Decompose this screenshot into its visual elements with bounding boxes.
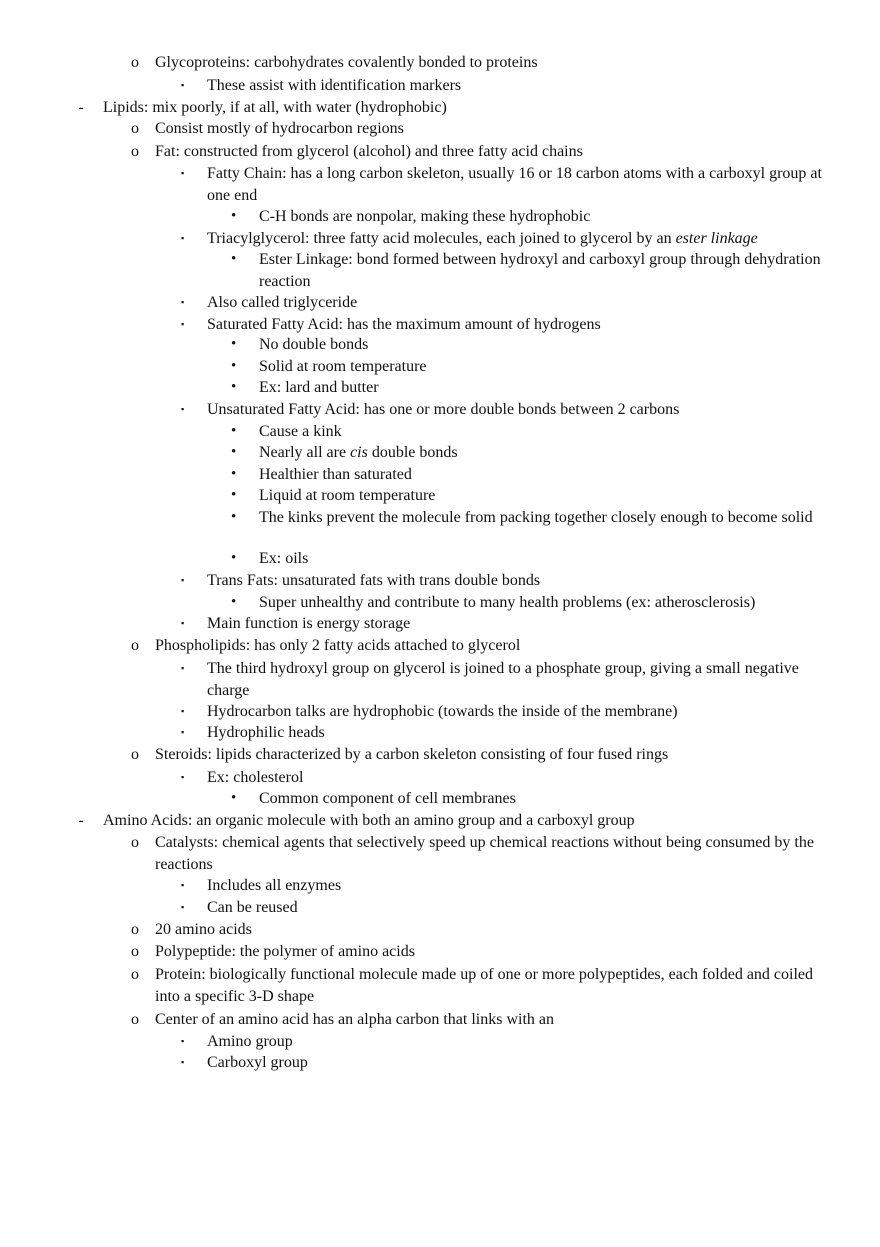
item-text: Liquid at room temperature	[259, 487, 436, 504]
item-text: Triacylglycerol: three fatty acid molecules, each joined to glycerol by an	[207, 230, 676, 247]
item-text: Ester Linkage: bond formed between hydroxyl and carboxyl group through dehydration reaction	[259, 251, 821, 290]
item-text: Includes all enzymes	[207, 877, 342, 894]
dash-bullet-icon: -	[78, 99, 84, 116]
list-item	[181, 613, 828, 635]
list-item	[181, 767, 828, 789]
list-item	[181, 875, 828, 897]
list-item	[231, 206, 828, 228]
circle-bullet-icon: o	[131, 1011, 139, 1028]
list-item	[181, 658, 828, 701]
list-item	[181, 897, 828, 919]
dot-bullet-icon: •	[231, 594, 237, 610]
list-item	[231, 377, 828, 399]
circle-bullet-icon: o	[131, 921, 139, 938]
list-item	[231, 356, 828, 378]
item-text: Hydrophilic heads	[207, 724, 325, 741]
item-text: Ex: lard and butter	[259, 379, 379, 396]
list-item	[231, 442, 828, 464]
item-emphasis: cis	[350, 444, 368, 461]
list-item	[131, 1009, 828, 1031]
list-item	[131, 832, 828, 875]
dot-bullet-icon: •	[231, 358, 237, 374]
item-text: Center of an amino acid has an alpha carbon that links with an	[155, 1011, 554, 1028]
item-text: Cause a kink	[259, 423, 342, 440]
item-text: Amino Acids: an organic molecule with both an amino group and a carboxyl group	[103, 812, 635, 829]
item-text: Can be reused	[207, 899, 298, 916]
list-item	[131, 941, 828, 963]
list-item	[131, 744, 828, 766]
list-item	[231, 548, 828, 570]
dot-bullet-icon: •	[231, 251, 237, 267]
dot-bullet-icon: •	[231, 208, 237, 224]
circle-bullet-icon: o	[131, 834, 139, 851]
dot-bullet-icon: •	[231, 790, 237, 806]
circle-bullet-icon: o	[131, 143, 139, 160]
item-text: Also called triglyceride	[207, 294, 358, 311]
list-item	[181, 1052, 828, 1074]
circle-bullet-icon: o	[131, 966, 139, 983]
item-text: Solid at room temperature	[259, 358, 427, 375]
list-item	[181, 399, 828, 421]
list-item	[231, 507, 828, 529]
dot-bullet-icon: •	[231, 423, 237, 439]
dot-bullet-icon: •	[231, 336, 237, 352]
item-emphasis: ester linkage	[675, 230, 758, 247]
square-bullet-icon: ▪	[181, 1057, 185, 1067]
circle-bullet-icon: o	[131, 54, 139, 71]
list-item	[181, 1031, 828, 1053]
list-item	[181, 701, 828, 723]
dot-bullet-icon: •	[231, 444, 237, 460]
list-item	[231, 334, 828, 356]
square-bullet-icon: ▪	[181, 297, 185, 307]
item-text: Common component of cell membranes	[259, 790, 516, 807]
square-bullet-icon: ▪	[181, 618, 185, 628]
item-text: Lipids: mix poorly, if at all, with water (hydrophobic)	[103, 99, 447, 116]
list-item	[231, 485, 828, 507]
item-text: Polypeptide: the polymer of amino acids	[155, 943, 415, 960]
list-item	[131, 635, 828, 657]
square-bullet-icon: ▪	[181, 727, 185, 737]
dot-bullet-icon: •	[231, 466, 237, 482]
dot-bullet-icon: •	[231, 379, 237, 395]
list-item	[181, 163, 828, 206]
square-bullet-icon: ▪	[181, 575, 185, 585]
list-item	[231, 249, 828, 292]
item-text: Ex: cholesterol	[207, 769, 304, 786]
item-text: Glycoproteins: carbohydrates covalently bonded to proteins	[155, 54, 538, 71]
item-text: Fat: constructed from glycerol (alcohol) and three fatty acid chains	[155, 143, 583, 160]
item-text: Saturated Fatty Acid: has the maximum amount of hydrogens	[207, 316, 601, 333]
square-bullet-icon: ▪	[181, 902, 185, 912]
square-bullet-icon: ▪	[181, 663, 185, 673]
list-item	[231, 788, 828, 810]
dot-bullet-icon: •	[231, 487, 237, 503]
item-text: Consist mostly of hydrocarbon regions	[155, 120, 404, 137]
list-item	[181, 314, 828, 336]
item-text: Catalysts: chemical agents that selectively speed up chemical reactions without being consumed by the reactions	[155, 834, 814, 873]
item-text: Steroids: lipids characterized by a carbon skeleton consisting of four fused rings	[155, 746, 669, 763]
item-text: Carboxyl group	[207, 1054, 308, 1071]
square-bullet-icon: ▪	[181, 880, 185, 890]
list-item	[181, 570, 828, 592]
item-text: No double bonds	[259, 336, 369, 353]
item-text: Healthier than saturated	[259, 466, 412, 483]
square-bullet-icon: ▪	[181, 1036, 185, 1046]
list-item	[231, 464, 828, 486]
dash-bullet-icon: -	[78, 812, 84, 829]
list-item	[78, 97, 828, 119]
list-item	[78, 810, 828, 832]
item-text: Nearly all are	[259, 444, 351, 461]
item-text: Trans Fats: unsaturated fats with trans double bonds	[207, 572, 541, 589]
square-bullet-icon: ▪	[181, 772, 185, 782]
item-text: The kinks prevent the molecule from packing together closely enough to become solid	[259, 509, 813, 526]
square-bullet-icon: ▪	[181, 80, 185, 90]
square-bullet-icon: ▪	[181, 319, 185, 329]
list-item	[131, 52, 828, 74]
square-bullet-icon: ▪	[181, 404, 185, 414]
list-item	[131, 919, 828, 941]
dot-bullet-icon: •	[231, 509, 237, 525]
item-text: Ex: oils	[259, 550, 309, 567]
dot-bullet-icon: •	[231, 550, 237, 566]
list-item	[131, 964, 828, 1007]
circle-bullet-icon: o	[131, 943, 139, 960]
list-item	[181, 292, 828, 314]
item-text: Amino group	[207, 1033, 293, 1050]
list-item	[181, 228, 828, 250]
square-bullet-icon: ▪	[181, 233, 185, 243]
item-text: Unsaturated Fatty Acid: has one or more double bonds between 2 carbons	[207, 401, 680, 418]
list-item	[181, 75, 828, 97]
square-bullet-icon: ▪	[181, 168, 185, 178]
square-bullet-icon: ▪	[181, 706, 185, 716]
list-item	[181, 722, 828, 744]
item-text: Hydrocarbon talks are hydrophobic (towards the inside of the membrane)	[207, 703, 678, 720]
item-text: 20 amino acids	[155, 921, 252, 938]
circle-bullet-icon: o	[131, 637, 139, 654]
item-text: C-H bonds are nonpolar, making these hydrophobic	[259, 208, 591, 225]
item-text: Phospholipids: has only 2 fatty acids attached to glycerol	[155, 637, 521, 654]
item-text: The third hydroxyl group on glycerol is joined to a phosphate group, giving a small negative charge	[207, 660, 799, 699]
list-item	[231, 421, 828, 443]
item-text: Fatty Chain: has a long carbon skeleton, usually 16 or 18 carbon atoms with a carboxyl group at one end	[207, 165, 822, 204]
item-text: These assist with identification markers	[207, 77, 462, 94]
item-text: Super unhealthy and contribute to many health problems (ex: atherosclerosis)	[259, 594, 756, 611]
list-item	[231, 592, 828, 614]
item-text: Protein: biologically functional molecule made up of one or more polypeptides, each folded and coiled into a specific 3-D shape	[155, 966, 814, 1005]
list-item	[131, 141, 828, 163]
item-text-after: double bonds	[367, 444, 458, 461]
circle-bullet-icon: o	[131, 120, 139, 137]
item-text: Main function is energy storage	[207, 615, 411, 632]
circle-bullet-icon: o	[131, 746, 139, 763]
list-item	[131, 118, 828, 140]
